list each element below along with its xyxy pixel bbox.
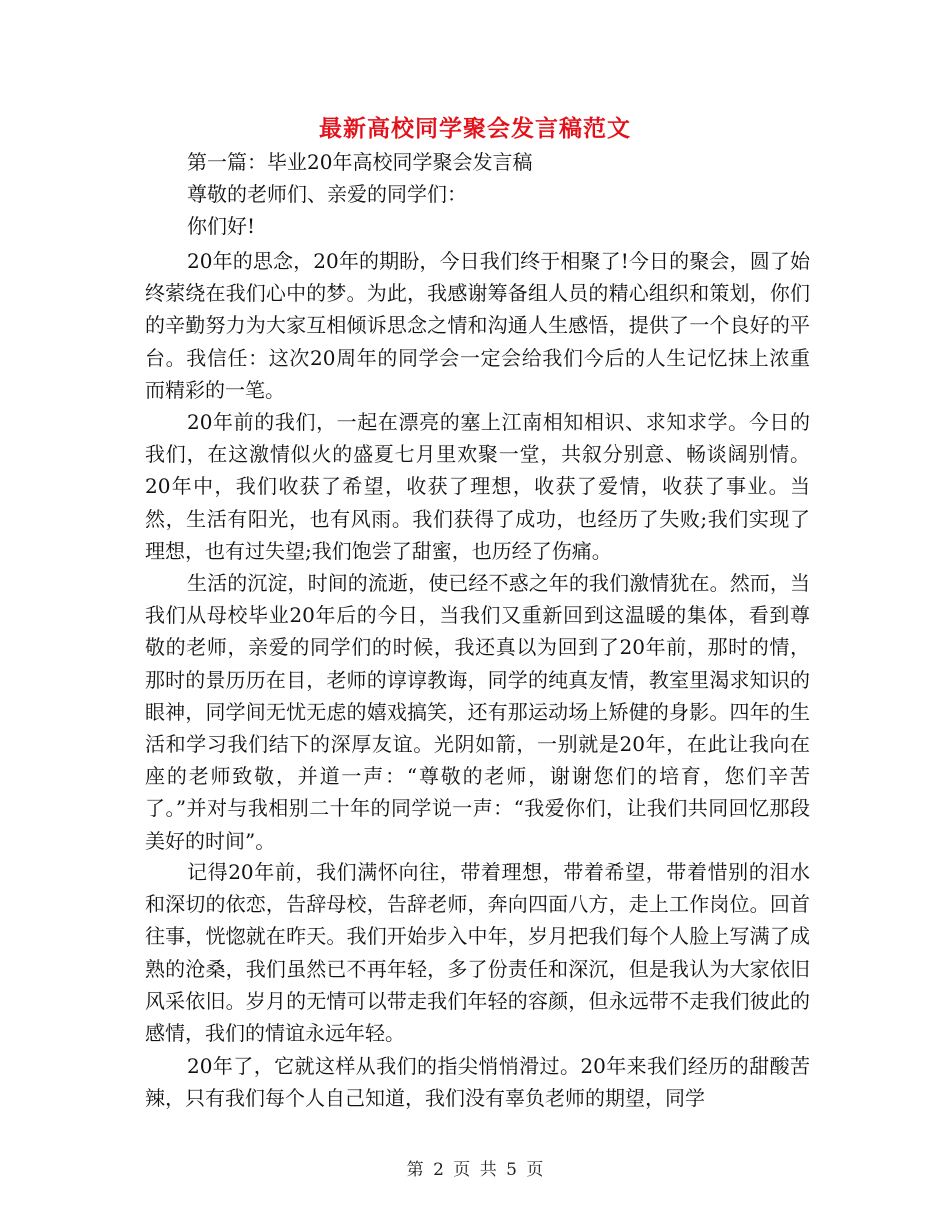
section-heading: 第一篇：毕业20年高校同学聚会发言稿 [187,150,533,174]
paragraph: 20年了，它就这样从我们的指尖悄悄滑过。20年来我们经历的甜酸苦辣，只有我们每个人自己知道，我们没有辜负老师的期望，同学 [145,1054,810,1111]
paragraph: 20年的思念，20年的期盼，今日我们终于相聚了!今日的聚会，圆了始终萦绕在我们心中的梦。为此，我感谢筹备组人员的精心组织和策划，你们的辛勤努力为大家互相倾诉思念之情和沟通人生感悟，提供了一个良好的平台。我信任：这次20周年的同学会一定会给我们今后的人生记忆抹上浓重而精彩的一笔。 [145,249,810,402]
document-title: 最新高校同学聚会发言稿范文 [319,115,631,142]
paragraph: 生活的沉淀，时间的流逝，使已经不惑之年的我们激情犹在。然而，当我们从母校毕业20年后的今日，当我们又重新回到这温暖的集体，看到尊敬的老师，亲爱的同学们的时候，我还真以为回到了20年前，那时的情，那时的景历历在目，老师的谆谆教诲，同学的纯真友情，教室里渴求知识的眼神，同学间无忧无虑的嬉戏搞笑，还有那运动场上矫健的身影。四年的生活和学习我们结下的深厚友谊。光阴如箭，一别就是20年，在此让我向在座的老师致敬，并道一声：“尊敬的老师，谢谢您们的培育，您们辛苦了。”并对与我相别二十年的同学说一声：“我爱你们，让我们共同回忆那段美好的时间”。 [145,571,810,853]
paragraph: 记得20年前，我们满怀向往，带着理想，带着希望，带着惜别的泪水和深切的依恋，告辞母校，告辞老师，奔向四面八方，走上工作岗位。回首往事，恍惚就在昨天。我们开始步入中年，岁月把我们每个人脸上写满了成熟的沧桑，我们虽然已不再年轻，多了份责任和深沉，但是我认为大家依旧风采依旧。岁月的无情可以带走我们年轻的容颜，但永远带不走我们彼此的感情，我们的情谊永远年轻。 [145,860,810,1046]
salutation: 尊敬的老师们、亲爱的同学们： [187,182,467,206]
page-number: 第 2 页 共 5 页 [406,1160,544,1180]
greeting: 你们好! [187,214,256,238]
paragraph: 20年前的我们，一起在漂亮的塞上江南相知相识、求知求学。今日的我们，在这激情似火的盛夏七月里欢聚一堂，共叙分别意、畅谈阔别情。20年中，我们收获了希望，收获了理想，收获了爱情，收获了事业。当然，生活有阳光，也有风雨。我们获得了成功，也经历了失败;我们实现了理想，也有过失望;我们饱尝了甜蜜，也历经了伤痛。 [145,410,810,563]
